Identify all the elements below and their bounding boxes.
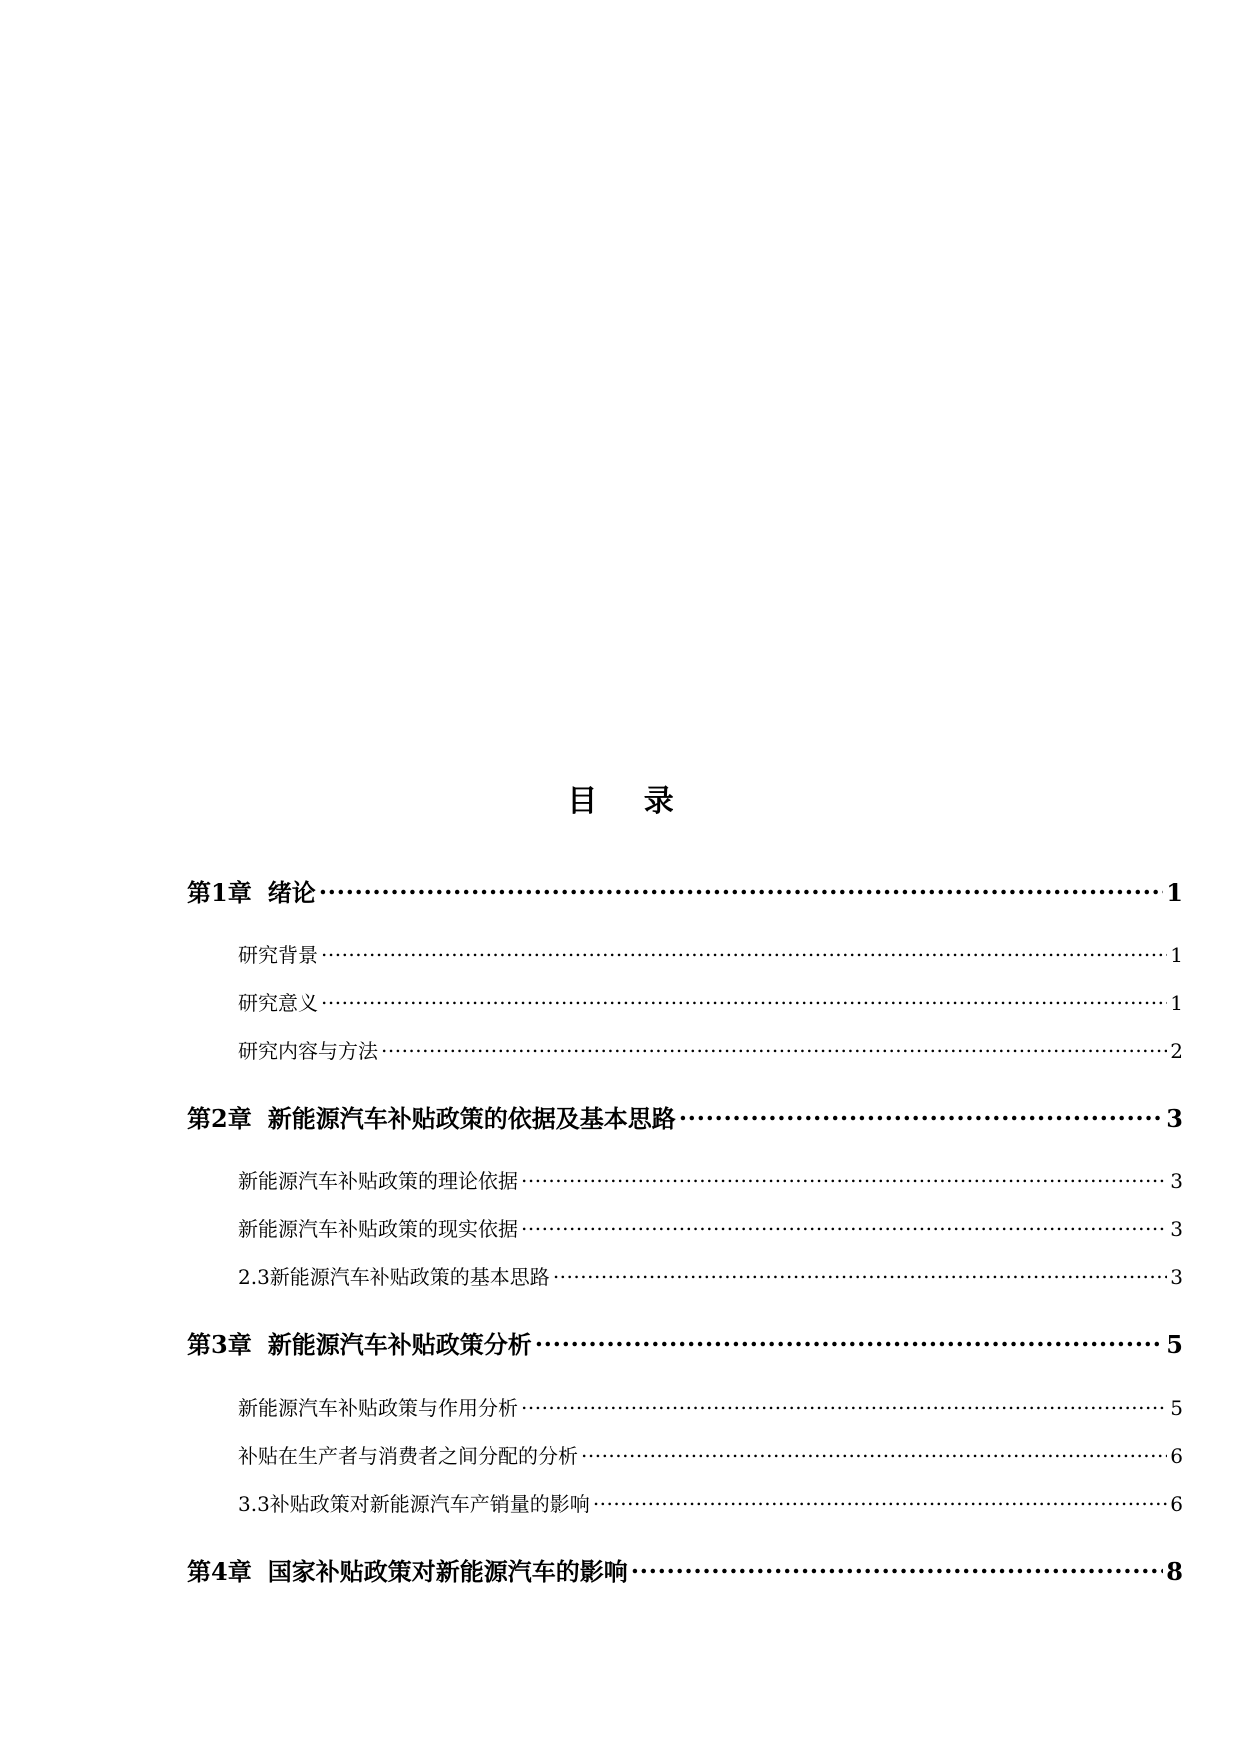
leader-dots bbox=[321, 942, 1167, 962]
section-title: 新能源汽车补贴政策的理论依据 bbox=[238, 1169, 518, 1193]
page-number: 2 bbox=[1170, 1039, 1183, 1063]
section-title: 研究意义 bbox=[238, 991, 318, 1015]
page-number: 8 bbox=[1166, 1557, 1183, 1586]
leader-dots bbox=[581, 1443, 1167, 1463]
chapter-number: 第4章 bbox=[187, 1557, 252, 1586]
page-number: 1 bbox=[1170, 991, 1183, 1015]
page-number: 3 bbox=[1170, 1217, 1183, 1241]
section-title: 补贴在生产者与消费者之间分配的分析 bbox=[238, 1444, 578, 1468]
leader-dots bbox=[319, 877, 1164, 901]
leader-dots bbox=[593, 1491, 1167, 1511]
section-title: 新能源汽车补贴政策的现实依据 bbox=[238, 1217, 518, 1241]
chapter-title: 绪论 bbox=[267, 878, 316, 907]
section-title: 3.3补贴政策对新能源汽车产销量的影响 bbox=[238, 1492, 590, 1516]
chapter-title: 新能源汽车补贴政策的依据及基本思路 bbox=[267, 1104, 676, 1133]
chapter-title: 新能源汽车补贴政策分析 bbox=[267, 1330, 532, 1359]
toc-chapter-2[interactable] bbox=[187, 1101, 1183, 1137]
leader-dots bbox=[631, 1556, 1164, 1580]
toc-section-1-3[interactable] bbox=[238, 1036, 1183, 1066]
page-number: 3 bbox=[1170, 1169, 1183, 1193]
chapter-number: 第3章 bbox=[187, 1330, 252, 1359]
page-number: 3 bbox=[1170, 1265, 1183, 1289]
toc-section-3-2[interactable] bbox=[238, 1441, 1183, 1471]
page-number: 6 bbox=[1170, 1492, 1183, 1516]
page-number: 5 bbox=[1166, 1330, 1183, 1359]
chapter-number: 第2章 bbox=[187, 1104, 252, 1133]
toc-section-3-3[interactable] bbox=[238, 1489, 1183, 1519]
leader-dots bbox=[381, 1038, 1167, 1058]
chapter-title: 国家补贴政策对新能源汽车的影响 bbox=[267, 1557, 628, 1586]
toc-section-1-1[interactable] bbox=[238, 940, 1183, 970]
toc-section-1-2[interactable] bbox=[238, 988, 1183, 1018]
toc-title: 目 录 bbox=[567, 784, 692, 819]
leader-dots bbox=[535, 1329, 1164, 1353]
toc-section-2-3[interactable] bbox=[238, 1262, 1183, 1292]
section-title: 新能源汽车补贴政策与作用分析 bbox=[238, 1396, 518, 1420]
toc-section-2-2[interactable] bbox=[238, 1214, 1183, 1244]
leader-dots bbox=[321, 990, 1167, 1010]
section-title: 2.3新能源汽车补贴政策的基本思路 bbox=[238, 1265, 550, 1289]
section-title: 研究背景 bbox=[238, 943, 318, 967]
leader-dots bbox=[553, 1264, 1167, 1284]
toc-chapter-3[interactable] bbox=[187, 1327, 1183, 1363]
toc-chapter-1[interactable] bbox=[187, 875, 1183, 911]
leader-dots bbox=[521, 1395, 1167, 1415]
page-number: 1 bbox=[1166, 878, 1183, 907]
leader-dots bbox=[679, 1103, 1164, 1127]
toc-section-3-1[interactable] bbox=[238, 1393, 1183, 1423]
toc-section-2-1[interactable] bbox=[238, 1166, 1183, 1196]
page-number: 1 bbox=[1170, 943, 1183, 967]
toc-chapter-4[interactable] bbox=[187, 1554, 1183, 1590]
leader-dots bbox=[521, 1168, 1167, 1188]
chapter-number: 第1章 bbox=[187, 878, 252, 907]
page-number: 3 bbox=[1166, 1104, 1183, 1133]
page-number: 6 bbox=[1170, 1444, 1183, 1468]
section-title: 研究内容与方法 bbox=[238, 1039, 378, 1063]
page-number: 5 bbox=[1170, 1396, 1183, 1420]
leader-dots bbox=[521, 1216, 1167, 1236]
